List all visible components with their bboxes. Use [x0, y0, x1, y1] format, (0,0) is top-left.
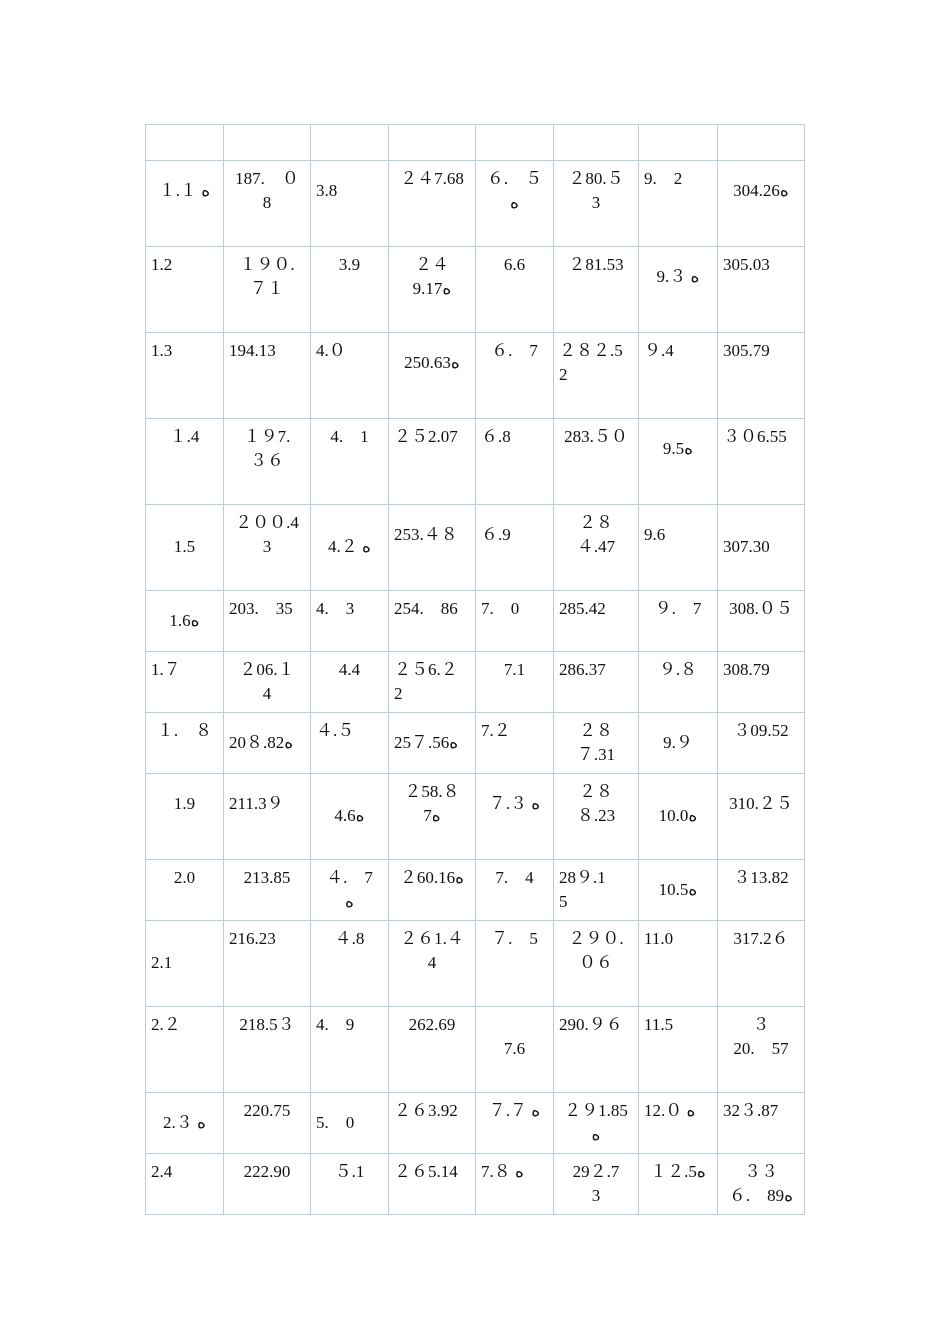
table-row [146, 1007, 805, 1093]
table-cell: ４.５ [311, 713, 389, 774]
table-cell: 9.９ [639, 713, 718, 774]
table-cell: 7. 0 [476, 591, 554, 652]
table-cell: 7.6 [476, 1007, 554, 1093]
header-cell [639, 125, 718, 161]
table-cell: 262.69 [389, 1007, 476, 1093]
table-cell: 222.90 [224, 1154, 311, 1215]
table-cell: ２80.５ 3 [554, 161, 639, 247]
table-cell: １９０. ７１ [224, 247, 311, 333]
table-cell: 11.0 [639, 921, 718, 1007]
table-cell: １. ８ [146, 713, 224, 774]
table-cell: 1.6ه [146, 591, 224, 652]
table-cell: 305.79 [718, 333, 805, 419]
table-cell: ２５6.２ 2 [389, 652, 476, 713]
table-cell: 253.４８ [389, 505, 476, 591]
table-cell: ２４ 9.17ه [389, 247, 476, 333]
table-cell: 9.３ ه [639, 247, 718, 333]
table-cell: 308.０５ [718, 591, 805, 652]
table-row [146, 333, 805, 419]
table-cell: 4.4 [311, 652, 389, 713]
table-cell: ３13.82 [718, 860, 805, 921]
table-cell: ２８ ７.31 [554, 713, 639, 774]
table-row [146, 161, 805, 247]
table-cell: 9.5ه [639, 419, 718, 505]
table-cell: ６. ５ ه [476, 161, 554, 247]
table-cell: 2.1 [146, 921, 224, 1007]
table-cell: ９.８ [639, 652, 718, 713]
table-cell: ６. 7 [476, 333, 554, 419]
table-cell: ７.７ ه [476, 1093, 554, 1154]
table-cell: ２58.８ 7ه [389, 774, 476, 860]
table-cell: ６.9 [476, 505, 554, 591]
table-cell: 4. 3 [311, 591, 389, 652]
table-cell: 2.２ [146, 1007, 224, 1093]
table-cell: 304.26ه [718, 161, 805, 247]
table-cell: 4.０ [311, 333, 389, 419]
table-header-row [146, 125, 805, 161]
table-cell: 1.3 [146, 333, 224, 419]
table-cell: 10.5ه [639, 860, 718, 921]
table-cell: 310.２５ [718, 774, 805, 860]
table-cell: ７. 5 [476, 921, 554, 1007]
table-cell: 1.9 [146, 774, 224, 860]
header-cell [311, 125, 389, 161]
header-cell [554, 125, 639, 161]
table-cell: 286.37 [554, 652, 639, 713]
table-cell: ２６5.14 [389, 1154, 476, 1215]
table-cell: 2.３ ه [146, 1093, 224, 1154]
table-cell: ２81.53 [554, 247, 639, 333]
table-cell: ４. 7 ه [311, 860, 389, 921]
table-cell: 9.6 [639, 505, 718, 591]
table-cell: ２９1.85 ه [554, 1093, 639, 1154]
table-cell: 203. 35 [224, 591, 311, 652]
table-cell: 9. 2 [639, 161, 718, 247]
table-cell: 250.63ه [389, 333, 476, 419]
table-cell: ２９０. ０６ [554, 921, 639, 1007]
table-cell: ２06.１ 4 [224, 652, 311, 713]
table-cell: 4.6ه [311, 774, 389, 860]
table-cell: 317.2６ [718, 921, 805, 1007]
table-cell: 10.0ه [639, 774, 718, 860]
table-cell: 1.７ [146, 652, 224, 713]
table-cell: ２８ ８.23 [554, 774, 639, 860]
header-cell [389, 125, 476, 161]
table-cell: ９. 7 [639, 591, 718, 652]
table-cell: 25７.56ه [389, 713, 476, 774]
header-cell [146, 125, 224, 161]
table-cell: 7.８ ه [476, 1154, 554, 1215]
table-cell: 283.５０ [554, 419, 639, 505]
table-cell: ３０6.55 [718, 419, 805, 505]
table-cell: 290.９６ [554, 1007, 639, 1093]
table-cell: 7.1 [476, 652, 554, 713]
table-cell: １２.5ه [639, 1154, 718, 1215]
table-cell: ２６1.４ 4 [389, 921, 476, 1007]
table-cell: 7. 4 [476, 860, 554, 921]
table-cell: 4. 1 [311, 419, 389, 505]
table-cell: ３ 20. 57 [718, 1007, 805, 1093]
table-cell: 307.30 [718, 505, 805, 591]
table-cell: 3.8 [311, 161, 389, 247]
table-cell: 285.42 [554, 591, 639, 652]
table-row [146, 419, 805, 505]
table-cell: 187. ０ 8 [224, 161, 311, 247]
table-row [146, 774, 805, 860]
table-cell: ３３ ６. 89ه [718, 1154, 805, 1215]
table-row [146, 247, 805, 333]
table-cell: ２60.16ه [389, 860, 476, 921]
table-cell: 305.03 [718, 247, 805, 333]
table-cell: 5. 0 [311, 1093, 389, 1154]
table-row [146, 591, 805, 652]
table-cell: 218.5３ [224, 1007, 311, 1093]
table-cell: ２８２.5 2 [554, 333, 639, 419]
table-row [146, 652, 805, 713]
table-cell: ２５2.07 [389, 419, 476, 505]
header-cell [718, 125, 805, 161]
table-cell: 216.23 [224, 921, 311, 1007]
table-cell: 11.5 [639, 1007, 718, 1093]
table-cell: ２６3.92 [389, 1093, 476, 1154]
table-row [146, 921, 805, 1007]
header-cell [224, 125, 311, 161]
table-cell: 6.6 [476, 247, 554, 333]
table-cell: 211.3９ [224, 774, 311, 860]
header-cell [476, 125, 554, 161]
table-cell: 254. 86 [389, 591, 476, 652]
table-row [146, 505, 805, 591]
table-cell: 32３.87 [718, 1093, 805, 1154]
table-cell: 194.13 [224, 333, 311, 419]
table-cell: 12.０ ه [639, 1093, 718, 1154]
table-cell: 1.5 [146, 505, 224, 591]
table-cell: ７.３ ه [476, 774, 554, 860]
table-cell: ２４7.68 [389, 161, 476, 247]
table-cell: 220.75 [224, 1093, 311, 1154]
table-cell: 213.85 [224, 860, 311, 921]
table-row [146, 713, 805, 774]
table-cell: ４.8 [311, 921, 389, 1007]
table-cell: １９7. ３６ [224, 419, 311, 505]
table-cell: １.4 [146, 419, 224, 505]
table-cell: ２８ ４.47 [554, 505, 639, 591]
table-cell: 4.２ ه [311, 505, 389, 591]
table-row [146, 1093, 805, 1154]
table-cell: 7.２ [476, 713, 554, 774]
table-cell: 4. 9 [311, 1007, 389, 1093]
table-cell: 1.2 [146, 247, 224, 333]
table-cell: 2.4 [146, 1154, 224, 1215]
table-cell: ９.4 [639, 333, 718, 419]
table-cell: １.１ ه [146, 161, 224, 247]
table-cell: 2.0 [146, 860, 224, 921]
table-cell: 308.79 [718, 652, 805, 713]
table-cell: ３09.52 [718, 713, 805, 774]
table-row [146, 1154, 805, 1215]
table-row [146, 860, 805, 921]
table-cell: 29２.7 3 [554, 1154, 639, 1215]
table-cell: ５.1 [311, 1154, 389, 1215]
table-cell: 3.9 [311, 247, 389, 333]
table-cell: ２００.4 3 [224, 505, 311, 591]
table-cell: ６.8 [476, 419, 554, 505]
data-table [145, 124, 805, 1215]
table-cell: 28９.1 5 [554, 860, 639, 921]
table-cell: 20８.82ه [224, 713, 311, 774]
